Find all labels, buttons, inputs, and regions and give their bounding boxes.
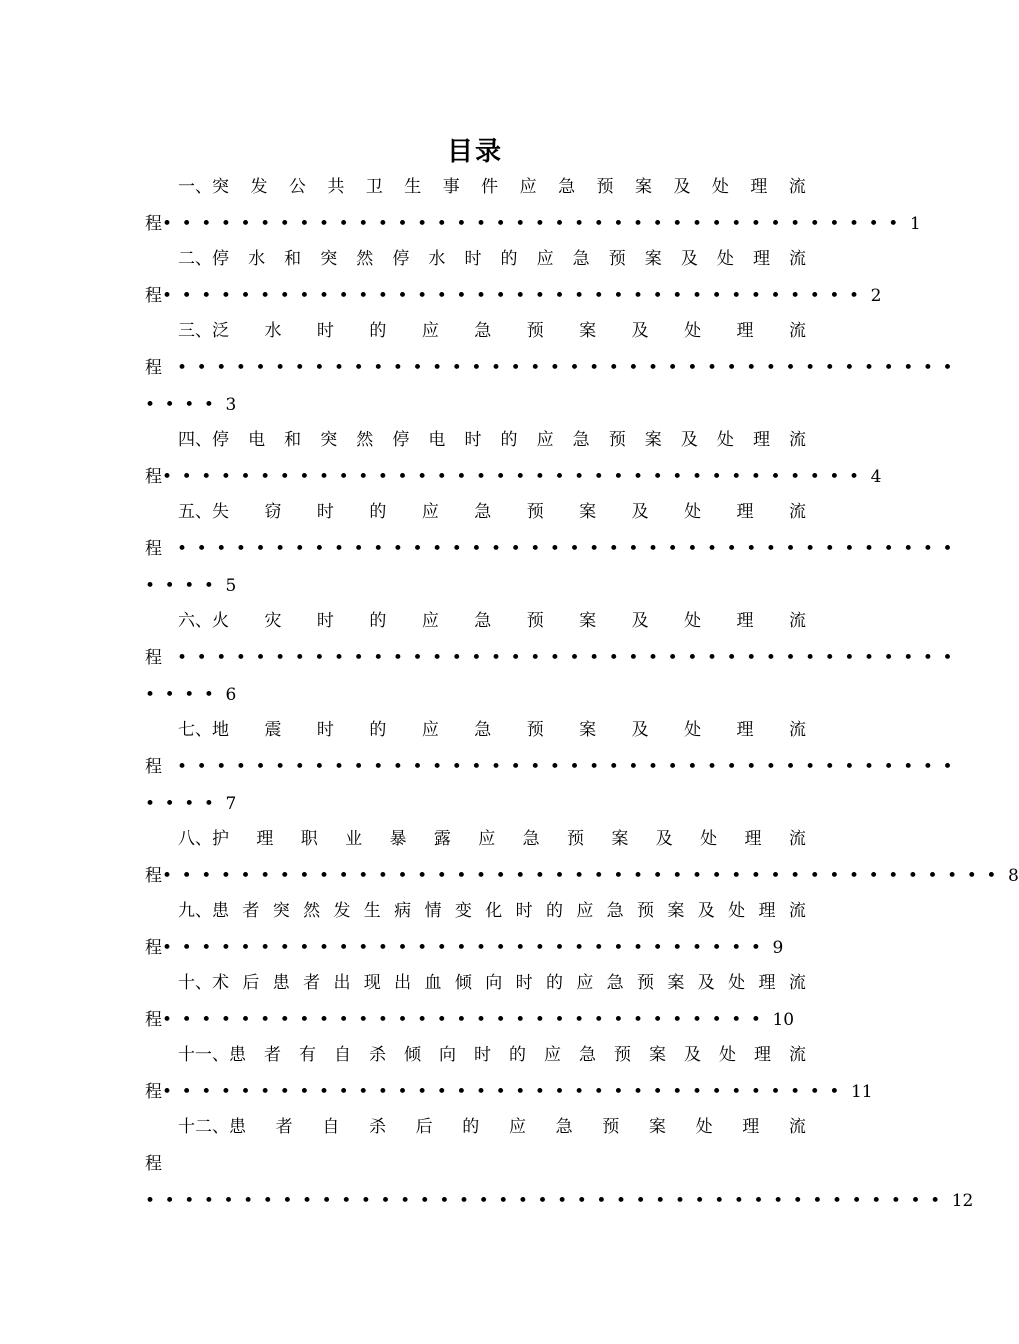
toc-entry-heading-char: 病 xyxy=(394,901,412,921)
toc-entry-heading-char: 共 xyxy=(327,177,345,197)
toc-entry-heading-char: 现 xyxy=(363,973,381,993)
toc-entry-tail-char: 程 xyxy=(145,1154,162,1174)
toc-entry-heading[interactable] xyxy=(178,169,806,205)
toc-entry-number: 十二、 xyxy=(178,1117,229,1137)
toc-entry-heading[interactable] xyxy=(178,712,806,748)
toc-entry-heading-char: 公 xyxy=(288,177,306,197)
toc-entry-heading-char: 的 xyxy=(462,1117,480,1137)
toc-entry-heading-char: 暴 xyxy=(389,829,407,849)
toc-entry-heading-char: 应 xyxy=(544,1045,561,1065)
toc-entry-heading-char: 发 xyxy=(333,901,351,921)
toc-entry-heading-char: 处 xyxy=(716,430,734,450)
dot-leader: •••• xyxy=(145,794,224,814)
toc-entry-heading-char: 案 xyxy=(667,901,685,921)
toc-entry-heading-char: 案 xyxy=(648,1117,666,1137)
toc-entry-heading-char: 案 xyxy=(649,1045,666,1065)
toc-entry-number: 三、 xyxy=(178,321,212,341)
toc-entry-heading-char: 应 xyxy=(576,973,594,993)
toc-entry-heading-char: 理 xyxy=(256,829,274,849)
toc-entry-heading-char: 后 xyxy=(242,973,260,993)
dot-leader: ••••••••••••••••••••••••••••••••••••••••••• xyxy=(162,866,1006,886)
toc-page-number: 1 xyxy=(909,214,921,234)
toc-entry-heading-char: 二、停 xyxy=(178,249,229,269)
toc-entry-leader-continued xyxy=(145,568,825,604)
toc-entry-heading-char: 理 xyxy=(750,177,768,197)
toc-entry-heading-char: 的 xyxy=(545,901,563,921)
toc-entry-heading-char: 流 xyxy=(788,720,806,740)
toc-entry-heading-char: 流 xyxy=(788,1117,806,1137)
dot-leader: •••••••••••••••••••••••••••••••••••• xyxy=(162,467,869,487)
toc-entry-heading-char: 预 xyxy=(567,829,584,849)
toc-entry-heading-char: 流 xyxy=(788,901,806,921)
toc-entry-heading-char: 处 xyxy=(700,829,718,849)
toc-entry-heading-char: 水 xyxy=(428,249,446,269)
toc-entry-heading-char: 急 xyxy=(474,611,492,631)
toc-entry-heading-char: 流 xyxy=(789,1045,806,1065)
toc-entry-heading-char: 处 xyxy=(711,177,729,197)
toc-entry-heading-char: 预 xyxy=(602,1117,620,1137)
toc-entry-heading-char: 流 xyxy=(788,973,806,993)
toc-entry-heading-char: 和 xyxy=(284,249,302,269)
toc-entry-tail-char: 程 xyxy=(145,1082,162,1102)
toc-entry-heading-char: 及 xyxy=(680,430,698,450)
toc-entry-heading-char: 然 xyxy=(356,430,374,450)
dot-leader: •••••••••••••••••••••••••••••••••••• xyxy=(162,286,869,306)
toc-entry-heading-char: 十、术 xyxy=(178,973,229,993)
toc-entry-heading-char: 流 xyxy=(789,430,806,450)
toc-entry-heading-char: 停 xyxy=(392,249,410,269)
toc-entry-heading-char: 者 xyxy=(303,973,321,993)
toc-entry-heading-char: 时 xyxy=(316,502,334,522)
toc-page-number: 5 xyxy=(225,576,237,596)
toc-entry-heading-char: 卫 xyxy=(365,177,383,197)
toc-entry-heading-char: 时 xyxy=(464,249,482,269)
toc-entry-leader xyxy=(145,206,921,242)
toc-page-number: 9 xyxy=(772,938,784,958)
toc-entry-heading-char: 处 xyxy=(728,973,746,993)
toc-entry-heading-char: 处 xyxy=(684,720,702,740)
toc-entry-tail xyxy=(145,1146,825,1182)
toc-entry-heading-char: 情 xyxy=(424,901,442,921)
toc-page-number: 10 xyxy=(772,1010,795,1030)
toc-entry-heading-char: 预 xyxy=(608,430,626,450)
toc-entry-heading-char: 应 xyxy=(421,611,439,631)
toc-entry-heading-char: 变 xyxy=(454,901,472,921)
toc-entry-heading-char: 预 xyxy=(526,720,544,740)
toc-entry-heading-char: 自 xyxy=(322,1117,340,1137)
toc-entry-heading[interactable] xyxy=(178,821,806,857)
toc-entry-heading-char: 的 xyxy=(545,973,563,993)
toc-entry-heading-char: 及 xyxy=(655,829,673,849)
toc-entry-tail-char: 程 xyxy=(145,358,162,378)
toc-entry-heading-char: 急 xyxy=(522,829,540,849)
toc-entry-heading-char: 时 xyxy=(515,901,533,921)
toc-entry-heading-char: 理 xyxy=(752,249,770,269)
toc-entry-heading-char: 六、火 xyxy=(178,611,229,631)
toc-entry-heading-char: 流 xyxy=(788,829,806,849)
toc-entry-heading-char: 电 xyxy=(428,430,446,450)
toc-entry-heading-char: 倾 xyxy=(404,1045,421,1065)
toc-entry-leader xyxy=(145,350,963,386)
toc-entry-heading-char: 应 xyxy=(421,502,439,522)
toc-entry-heading[interactable] xyxy=(178,422,806,458)
toc-entry-heading-char: 时 xyxy=(316,720,334,740)
toc-entry-heading-char: 处 xyxy=(695,1117,713,1137)
dot-leader: ••••••••••••••••••••••••••••••••••• xyxy=(162,1082,849,1102)
dot-leader: •••••••••••••••••••••••••••••••••••••••• xyxy=(162,757,963,777)
toc-entry-heading-char: 向 xyxy=(485,973,503,993)
toc-entry-heading-char: 窃 xyxy=(264,502,282,522)
toc-entry-heading-char: 及 xyxy=(697,901,715,921)
toc-page-number: 7 xyxy=(225,794,237,814)
toc-entry-heading-char: 预 xyxy=(526,611,544,631)
toc-entry-number: 一、 xyxy=(178,177,212,197)
toc-entry-heading-char: 急 xyxy=(606,901,624,921)
toc-entry-heading-char: 应 xyxy=(536,249,554,269)
toc-entry-heading-char: 出 xyxy=(333,973,351,993)
toc-entry-heading-char: 及 xyxy=(631,611,649,631)
toc-entry-heading-char: 停 xyxy=(392,430,410,450)
toc-entry-heading-char: 预 xyxy=(637,901,655,921)
toc-entry-tail-char: 程 xyxy=(145,938,162,958)
dot-leader: •••• xyxy=(145,576,224,596)
toc-entry-heading-char: 处 xyxy=(716,249,734,269)
toc-entry-tail-char: 程 xyxy=(145,539,162,559)
toc-entry-leader-continued xyxy=(145,786,825,822)
toc-entry-tail-char: 程 xyxy=(145,467,162,487)
toc-entry-heading-char: 急 xyxy=(474,321,492,341)
dot-leader: •••• xyxy=(145,395,224,415)
dot-leader: •••••••••••••••••••••••••••••••••••••••• xyxy=(162,358,963,378)
toc-entry-heading-char: 然 xyxy=(303,901,321,921)
toc-entry-heading-char: 后 xyxy=(415,1117,433,1137)
toc-entry-heading-char: 应 xyxy=(576,901,594,921)
dot-leader: •••••••••••••••••••••••••••••••••••••••• xyxy=(162,539,963,559)
toc-entry-heading-char: 时 xyxy=(316,611,334,631)
toc-entry-heading-char: 理 xyxy=(758,901,776,921)
toc-entry-heading-char: 预 xyxy=(608,249,626,269)
toc-entry-heading-char: 及 xyxy=(631,502,649,522)
toc-entry-number: 十、 xyxy=(178,973,212,993)
toc-entry-heading-char: 时 xyxy=(316,321,334,341)
toc-entry-heading-char: 十一、患 xyxy=(178,1045,246,1065)
toc-entry-number: 八、 xyxy=(178,829,212,849)
toc-entry-heading-char: 的 xyxy=(509,1045,526,1065)
toc-entry-heading[interactable] xyxy=(178,241,806,277)
toc-entry-heading-char: 十二、患 xyxy=(178,1117,246,1137)
toc-entry-tail-char: 程 xyxy=(145,757,162,777)
toc-entry-heading-char: 者 xyxy=(242,901,260,921)
toc-title: 目录 xyxy=(446,137,503,167)
toc-entry-heading-char: 突 xyxy=(320,430,338,450)
toc-entry-heading-char: 杀 xyxy=(369,1045,386,1065)
toc-entry-number: 二、 xyxy=(178,249,212,269)
toc-entry-heading-char: 急 xyxy=(606,973,624,993)
toc-entry-heading-char: 及 xyxy=(684,1045,701,1065)
toc-entry-number: 五、 xyxy=(178,502,212,522)
toc-entry-heading-char: 急 xyxy=(579,1045,596,1065)
toc-entry-heading-char: 件 xyxy=(481,177,499,197)
toc-entry-heading-char: 案 xyxy=(579,611,597,631)
dot-leader: •••• xyxy=(145,685,224,705)
toc-entry-leader xyxy=(145,930,825,966)
toc-entry-heading-char: 及 xyxy=(697,973,715,993)
toc-entry-heading-char: 突 xyxy=(320,249,338,269)
toc-entry-number: 九、 xyxy=(178,901,212,921)
toc-entry-heading-char: 的 xyxy=(369,611,387,631)
toc-entry-heading-char: 急 xyxy=(572,430,590,450)
toc-entry-heading-char: 生 xyxy=(363,901,381,921)
toc-entry-heading-char: 预 xyxy=(526,321,544,341)
toc-entry-leader xyxy=(145,749,963,785)
toc-entry-heading-char: 七、地 xyxy=(178,720,229,740)
toc-entry-heading[interactable] xyxy=(178,1037,806,1073)
toc-entry-heading-char: 及 xyxy=(680,249,698,269)
toc-entry-heading-char: 和 xyxy=(284,430,302,450)
toc-entry-heading-char: 的 xyxy=(500,249,518,269)
toc-entry-heading-char: 预 xyxy=(637,973,655,993)
toc-entry-heading-char: 三、泛 xyxy=(178,321,229,341)
toc-entry-heading-char: 应 xyxy=(536,430,554,450)
toc-entry-heading-char: 的 xyxy=(369,321,387,341)
toc-entry-heading-char: 应 xyxy=(421,720,439,740)
toc-entry-heading-char: 理 xyxy=(736,502,754,522)
toc-entry-heading-char: 化 xyxy=(485,901,503,921)
toc-entry-heading-char: 震 xyxy=(264,720,282,740)
toc-entry-heading-char: 理 xyxy=(736,720,754,740)
toc-entry-heading-char: 电 xyxy=(248,430,266,450)
toc-entry-heading-char: 事 xyxy=(442,177,460,197)
toc-entry-heading-char: 八、护 xyxy=(178,829,229,849)
toc-entry-heading[interactable] xyxy=(178,313,806,349)
toc-entry-leader-continued xyxy=(145,387,825,423)
toc-entry-heading-char: 理 xyxy=(736,611,754,631)
dot-leader: ••••••••••••••••••••••••••••••• xyxy=(162,1010,771,1030)
toc-entry-heading-char: 应 xyxy=(508,1117,526,1137)
toc-entry-heading-char: 自 xyxy=(334,1045,351,1065)
toc-entry-heading-char: 急 xyxy=(474,720,492,740)
toc-entry-heading-char: 职 xyxy=(300,829,318,849)
toc-entry-tail-char: 程 xyxy=(145,286,162,306)
toc-entry-heading-char: 时 xyxy=(474,1045,491,1065)
toc-entry-tail-char: 程 xyxy=(145,866,162,886)
toc-entry-number: 六、 xyxy=(178,611,212,631)
toc-entry-heading-char: 然 xyxy=(356,249,374,269)
toc-entry-heading-char: 流 xyxy=(788,502,806,522)
toc-entry-heading-char: 急 xyxy=(572,249,590,269)
toc-entry-heading-char: 处 xyxy=(684,502,702,522)
toc-page-number: 12 xyxy=(951,1191,974,1211)
toc-entry-heading-char: 四、停 xyxy=(178,430,229,450)
toc-entry-heading-char: 应 xyxy=(421,321,439,341)
toc-entry-heading-char: 灾 xyxy=(264,611,282,631)
toc-entry-leader xyxy=(145,1183,974,1219)
toc-entry-heading-char: 一、突 xyxy=(178,177,229,197)
dot-leader: •••••••••••••••••••••••••••••••••••••• xyxy=(162,214,908,234)
toc-entry-heading-char: 及 xyxy=(631,720,649,740)
dot-leader: ••••••••••••••••••••••••••••••• xyxy=(162,938,771,958)
toc-entry-heading-char: 流 xyxy=(788,177,806,197)
toc-entry-heading-char: 案 xyxy=(644,249,662,269)
toc-entry-heading-char: 案 xyxy=(667,973,685,993)
toc-entry-heading-char: 有 xyxy=(299,1045,316,1065)
toc-entry-heading-char: 理 xyxy=(752,430,770,450)
toc-entry-heading-char: 案 xyxy=(634,177,652,197)
toc-entry-heading-char: 急 xyxy=(558,177,576,197)
toc-entry-heading-char: 者 xyxy=(264,1045,281,1065)
toc-entry-heading-char: 预 xyxy=(596,177,614,197)
toc-entry-heading-char: 时 xyxy=(515,973,533,993)
toc-entry-heading-char: 流 xyxy=(788,611,806,631)
toc-entry-heading-char: 杀 xyxy=(368,1117,386,1137)
toc-entry-heading-char: 水 xyxy=(248,249,266,269)
toc-entry-heading-char: 处 xyxy=(728,901,746,921)
toc-entry-heading-char: 的 xyxy=(369,502,387,522)
toc-entry-leader xyxy=(145,640,963,676)
toc-entry-heading-char: 案 xyxy=(579,321,597,341)
toc-entry-heading-char: 案 xyxy=(611,829,629,849)
toc-entry-heading-char: 突 xyxy=(272,901,290,921)
toc-entry-heading-char: 生 xyxy=(404,177,422,197)
toc-entry-heading-char: 预 xyxy=(526,502,544,522)
toc-entry-tail-char: 程 xyxy=(145,648,162,668)
toc-entry-heading-char: 理 xyxy=(754,1045,771,1065)
toc-page-number: 6 xyxy=(225,685,237,705)
toc-entry-heading-char: 向 xyxy=(439,1045,456,1065)
toc-entry-heading-char: 流 xyxy=(789,249,806,269)
toc-entry-heading-char: 流 xyxy=(788,321,806,341)
toc-page-number: 3 xyxy=(225,395,237,415)
toc-entry-heading-char: 倾 xyxy=(454,973,472,993)
toc-entry-heading-char: 案 xyxy=(579,720,597,740)
toc-entry-heading-char: 案 xyxy=(644,430,662,450)
toc-entry-heading-char: 理 xyxy=(744,829,762,849)
toc-entry-heading[interactable] xyxy=(178,893,806,929)
toc-page-number: 11 xyxy=(850,1082,873,1102)
toc-entry-heading-char: 处 xyxy=(684,611,702,631)
toc-entry-heading-char: 及 xyxy=(631,321,649,341)
toc-entry-heading-char: 处 xyxy=(684,321,702,341)
toc-entry-heading-char: 业 xyxy=(345,829,363,849)
dot-leader: ••••••••••••••••••••••••••••••••••••••••• xyxy=(145,1191,950,1211)
toc-entry-leader xyxy=(145,1074,873,1110)
toc-entry-heading[interactable] xyxy=(178,494,806,530)
toc-entry-number: 十一、 xyxy=(178,1045,229,1065)
toc-entry-heading-char: 的 xyxy=(369,720,387,740)
toc-entry-heading-char: 及 xyxy=(673,177,691,197)
toc-entry-heading-char: 案 xyxy=(579,502,597,522)
toc-entry-heading-char: 急 xyxy=(474,502,492,522)
toc-page-number: 8 xyxy=(1007,866,1019,886)
toc-entry-heading-char: 五、失 xyxy=(178,502,229,522)
toc-entry-leader xyxy=(145,858,1019,894)
toc-entry-leader xyxy=(145,531,963,567)
toc-entry-leader xyxy=(145,1002,825,1038)
toc-entry-heading-char: 处 xyxy=(719,1045,736,1065)
toc-entry-heading-char: 者 xyxy=(275,1117,293,1137)
toc-entry-number: 四、 xyxy=(178,430,212,450)
toc-entry-heading-char: 患 xyxy=(272,973,290,993)
toc-entry-heading-char: 理 xyxy=(736,321,754,341)
toc-entry-heading-char: 出 xyxy=(394,973,412,993)
toc-entry-leader-continued xyxy=(145,677,825,713)
toc-entry-heading-char: 理 xyxy=(742,1117,760,1137)
toc-entry-heading[interactable] xyxy=(178,603,806,639)
toc-entry-heading-char: 水 xyxy=(264,321,282,341)
toc-entry-tail-char: 程 xyxy=(145,214,162,234)
toc-entry-heading-char: 时 xyxy=(464,430,482,450)
toc-entry-heading-char: 应 xyxy=(519,177,537,197)
toc-entry-heading-char: 血 xyxy=(424,973,442,993)
dot-leader: •••••••••••••••••••••••••••••••••••••••• xyxy=(162,648,963,668)
toc-entry-heading-char: 预 xyxy=(614,1045,631,1065)
toc-entry-leader xyxy=(145,459,882,495)
toc-page-number: 2 xyxy=(870,286,882,306)
toc-entry-heading-char: 的 xyxy=(500,430,518,450)
toc-entry-heading-char: 理 xyxy=(758,973,776,993)
toc-page-number: 4 xyxy=(870,467,882,487)
toc-entry-tail-char: 程 xyxy=(145,1010,162,1030)
toc-entry-heading-char: 九、患 xyxy=(178,901,229,921)
toc-entry-heading[interactable] xyxy=(178,965,806,1001)
toc-entry-leader xyxy=(145,278,882,314)
toc-entry-number: 七、 xyxy=(178,720,212,740)
toc-entry-heading-char: 应 xyxy=(478,829,496,849)
toc-entry-heading-char: 急 xyxy=(555,1117,573,1137)
toc-entry-heading-char: 露 xyxy=(433,829,451,849)
toc-entry-heading-char: 发 xyxy=(250,177,268,197)
toc-entry-heading[interactable] xyxy=(178,1109,806,1145)
